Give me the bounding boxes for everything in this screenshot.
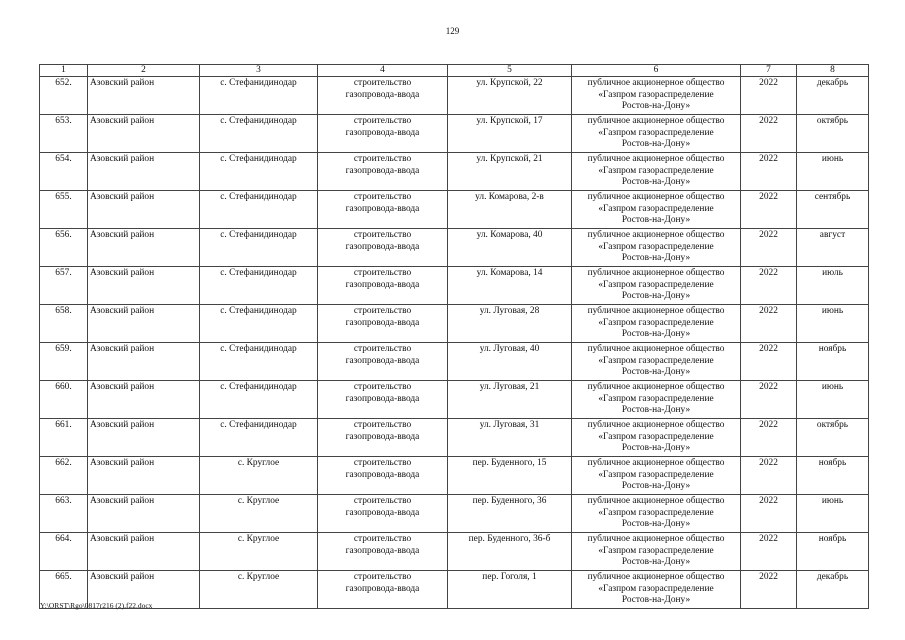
work-type-cell-text: строительство	[353, 344, 412, 354]
month-cell	[797, 381, 869, 419]
month-cell	[797, 343, 869, 381]
settlement-cell-text: с. Стефанидинодар	[220, 116, 297, 126]
month-cell-text: август	[819, 230, 846, 240]
work-type-cell-text: строительство	[353, 458, 412, 468]
work-type-cell-text: строительство	[353, 496, 412, 506]
row-number-cell-text: 662.	[55, 458, 72, 468]
organization-cell-text: «Газпром газораспределение	[598, 431, 714, 442]
district-cell-text: Азовский район	[90, 382, 155, 392]
address-cell-text: ул. Луговая, 28	[479, 306, 540, 316]
district-cell	[88, 419, 200, 457]
address-cell-text: ул. Крупской, 21	[476, 154, 543, 164]
table-row	[40, 343, 869, 381]
row-number-cell	[40, 495, 88, 533]
row-number-cell-text: 658.	[55, 306, 72, 316]
organization-cell-text: публичное акционерное общество	[587, 78, 725, 88]
row-number-cell-text: 654.	[55, 154, 72, 164]
settlement-cell-text: с. Стефанидинодар	[220, 268, 297, 278]
work-type-cell	[318, 115, 448, 153]
settlement-cell-text: с. Стефанидинодар	[220, 382, 297, 392]
organization-cell-text: публичное акционерное общество	[587, 534, 725, 544]
month-cell-text: ноябрь	[818, 458, 847, 468]
organization-cell-text: Ростов-на-Дону»	[621, 177, 691, 188]
organization-cell-text: Ростов-на-Дону»	[621, 253, 691, 264]
organization-cell-text: «Газпром газораспределение	[598, 127, 714, 138]
year-cell-text: 2022	[759, 572, 778, 582]
organization-cell-text: публичное акционерное общество	[587, 458, 725, 468]
organization-cell-text: публичное акционерное общество	[587, 116, 725, 126]
organization-cell	[572, 533, 741, 571]
organization-cell-text: Ростов-на-Дону»	[621, 557, 691, 568]
row-number-cell-text: 659.	[55, 344, 72, 354]
month-cell-text: июнь	[821, 306, 844, 316]
district-cell-text: Азовский район	[90, 78, 155, 88]
district-cell-text: Азовский район	[90, 458, 155, 468]
table-row	[40, 191, 869, 229]
year-cell	[741, 77, 797, 115]
row-number-cell	[40, 419, 88, 457]
organization-cell-text: Ростов-на-Дону»	[621, 291, 691, 302]
header-cell-5: 5	[448, 65, 572, 77]
month-cell-text: июль	[822, 268, 843, 278]
month-cell-text: сентябрь	[814, 192, 851, 202]
table-row	[40, 153, 869, 191]
address-cell	[448, 495, 572, 533]
settlement-cell	[200, 457, 318, 495]
organization-cell-text: «Газпром газораспределение	[598, 241, 714, 252]
year-cell-text: 2022	[759, 382, 778, 392]
table-row	[40, 381, 869, 419]
work-type-cell-text: строительство	[353, 534, 412, 544]
work-type-cell-text: строительство	[353, 192, 412, 202]
month-cell	[797, 419, 869, 457]
row-number-cell	[40, 153, 88, 191]
organization-cell	[572, 571, 741, 609]
row-number-cell	[40, 533, 88, 571]
settlement-cell-text: с. Стефанидинодар	[220, 420, 297, 430]
organization-cell	[572, 267, 741, 305]
row-number-cell-text: 657.	[55, 268, 72, 278]
work-type-cell	[318, 153, 448, 191]
year-cell-text: 2022	[759, 306, 778, 316]
work-type-cell-text: строительство	[353, 420, 412, 430]
row-number-cell	[40, 343, 88, 381]
year-cell-text: 2022	[759, 268, 778, 278]
month-cell-text: октябрь	[816, 420, 849, 430]
organization-cell-text: «Газпром газораспределение	[598, 355, 714, 366]
month-cell	[797, 153, 869, 191]
district-cell-text: Азовский район	[90, 192, 155, 202]
address-cell-text: пер. Буденного, 15	[472, 458, 547, 468]
month-cell	[797, 305, 869, 343]
month-cell	[797, 191, 869, 229]
district-cell-text: Азовский район	[90, 572, 155, 582]
address-cell	[448, 77, 572, 115]
district-cell	[88, 153, 200, 191]
work-type-cell-text: газопровода-ввода	[345, 127, 420, 138]
work-type-cell-text: строительство	[353, 154, 412, 164]
year-cell-text: 2022	[759, 458, 778, 468]
month-cell-text: декабрь	[816, 78, 849, 88]
address-cell	[448, 267, 572, 305]
work-type-cell-text: газопровода-ввода	[345, 355, 420, 366]
work-type-cell	[318, 305, 448, 343]
district-cell-text: Азовский район	[90, 534, 155, 544]
work-type-cell-text: газопровода-ввода	[345, 469, 420, 480]
address-cell	[448, 381, 572, 419]
month-cell	[797, 571, 869, 609]
organization-cell-text: «Газпром газораспределение	[598, 507, 714, 518]
table-row	[40, 457, 869, 495]
organization-cell-text: публичное акционерное общество	[587, 306, 725, 316]
work-type-cell-text: газопровода-ввода	[345, 431, 420, 442]
work-type-cell	[318, 381, 448, 419]
organization-cell-text: Ростов-на-Дону»	[621, 367, 691, 378]
work-type-cell-text: строительство	[353, 306, 412, 316]
header-cell-3: 3	[200, 65, 318, 77]
settlement-cell	[200, 267, 318, 305]
settlement-cell-text: с. Стефанидинодар	[220, 192, 297, 202]
district-cell	[88, 77, 200, 115]
settlement-cell-text: с. Стефанидинодар	[220, 344, 297, 354]
header-cell-2: 2	[88, 65, 200, 77]
year-cell	[741, 305, 797, 343]
page-number: 129	[445, 26, 460, 36]
work-type-cell-text: газопровода-ввода	[345, 583, 420, 594]
table-row	[40, 419, 869, 457]
settlement-cell	[200, 343, 318, 381]
settlement-cell-text: с. Круглое	[237, 458, 280, 468]
organization-cell-text: Ростов-на-Дону»	[621, 101, 691, 112]
organization-cell	[572, 229, 741, 267]
year-cell	[741, 457, 797, 495]
year-cell	[741, 571, 797, 609]
organization-cell-text: Ростов-на-Дону»	[621, 481, 691, 492]
work-type-cell	[318, 495, 448, 533]
district-cell	[88, 267, 200, 305]
row-number-cell	[40, 115, 88, 153]
work-type-cell-text: газопровода-ввода	[345, 279, 420, 290]
address-cell-text: ул. Луговая, 40	[479, 344, 540, 354]
year-cell-text: 2022	[759, 534, 778, 544]
organization-cell-text: Ростов-на-Дону»	[621, 443, 691, 454]
organization-cell-text: Ростов-на-Дону»	[621, 519, 691, 530]
year-cell	[741, 419, 797, 457]
month-cell	[797, 533, 869, 571]
district-cell	[88, 343, 200, 381]
month-cell-text: июнь	[821, 382, 844, 392]
district-cell	[88, 495, 200, 533]
address-cell	[448, 153, 572, 191]
address-cell-text: ул. Комарова, 2-в	[475, 192, 544, 202]
address-cell	[448, 115, 572, 153]
address-cell	[448, 229, 572, 267]
organization-cell-text: публичное акционерное общество	[587, 572, 725, 582]
table-row	[40, 571, 869, 609]
work-type-cell	[318, 191, 448, 229]
organization-cell	[572, 153, 741, 191]
organization-cell-text: Ростов-на-Дону»	[621, 595, 691, 606]
organization-cell	[572, 495, 741, 533]
work-type-cell	[318, 571, 448, 609]
work-type-cell-text: строительство	[353, 572, 412, 582]
year-cell-text: 2022	[759, 230, 778, 240]
organization-cell	[572, 419, 741, 457]
organization-cell-text: публичное акционерное общество	[587, 154, 725, 164]
settlement-cell-text: с. Стефанидинодар	[220, 230, 297, 240]
year-cell	[741, 533, 797, 571]
settlement-cell	[200, 381, 318, 419]
organization-cell-text: Ростов-на-Дону»	[621, 139, 691, 150]
district-cell	[88, 381, 200, 419]
settlement-cell	[200, 305, 318, 343]
year-cell-text: 2022	[759, 154, 778, 164]
organization-cell-text: публичное акционерное общество	[587, 420, 725, 430]
organization-cell	[572, 457, 741, 495]
settlement-cell-text: с. Стефанидинодар	[220, 306, 297, 316]
row-number-cell-text: 661.	[55, 420, 72, 430]
month-cell	[797, 267, 869, 305]
settlement-cell-text: с. Круглое	[237, 534, 280, 544]
address-cell-text: ул. Луговая, 21	[479, 382, 540, 392]
row-number-cell-text: 660.	[55, 382, 72, 392]
address-cell-text: ул. Луговая, 31	[479, 420, 540, 430]
organization-cell-text: публичное акционерное общество	[587, 344, 725, 354]
district-cell-text: Азовский район	[90, 268, 155, 278]
year-cell	[741, 229, 797, 267]
year-cell-text: 2022	[759, 344, 778, 354]
district-cell	[88, 457, 200, 495]
district-cell-text: Азовский район	[90, 496, 155, 506]
organization-cell-text: «Газпром газораспределение	[598, 469, 714, 480]
settlement-cell	[200, 495, 318, 533]
work-type-cell-text: строительство	[353, 230, 412, 240]
organization-cell-text: «Газпром газораспределение	[598, 89, 714, 100]
work-type-cell-text: газопровода-ввода	[345, 203, 420, 214]
organization-cell-text: «Газпром газораспределение	[598, 165, 714, 176]
organization-cell-text: публичное акционерное общество	[587, 230, 725, 240]
work-type-cell-text: газопровода-ввода	[345, 317, 420, 328]
row-number-cell	[40, 191, 88, 229]
year-cell-text: 2022	[759, 420, 778, 430]
organization-cell-text: публичное акционерное общество	[587, 496, 725, 506]
organization-cell-text: публичное акционерное общество	[587, 382, 725, 392]
work-type-cell	[318, 267, 448, 305]
organization-cell	[572, 381, 741, 419]
header-cell-7: 7	[741, 65, 797, 77]
organization-cell	[572, 343, 741, 381]
settlement-cell	[200, 533, 318, 571]
table-row	[40, 305, 869, 343]
organization-cell	[572, 305, 741, 343]
month-cell-text: декабрь	[816, 572, 849, 582]
address-cell-text: ул. Комарова, 40	[476, 230, 543, 240]
month-cell-text: октябрь	[816, 116, 849, 126]
year-cell	[741, 343, 797, 381]
gas-connection-table	[39, 64, 869, 609]
settlement-cell	[200, 229, 318, 267]
table-row	[40, 229, 869, 267]
district-cell-text: Азовский район	[90, 116, 155, 126]
address-cell	[448, 533, 572, 571]
district-cell-text: Азовский район	[90, 344, 155, 354]
work-type-cell-text: строительство	[353, 116, 412, 126]
settlement-cell	[200, 153, 318, 191]
address-cell	[448, 343, 572, 381]
address-cell-text: пер. Буденного, 36	[472, 496, 547, 506]
row-number-cell-text: 664.	[55, 534, 72, 544]
settlement-cell-text: с. Круглое	[237, 572, 280, 582]
month-cell-text: ноябрь	[818, 534, 847, 544]
work-type-cell-text: газопровода-ввода	[345, 165, 420, 176]
district-cell	[88, 115, 200, 153]
organization-cell	[572, 115, 741, 153]
header-cell-8: 8	[797, 65, 869, 77]
work-type-cell-text: газопровода-ввода	[345, 507, 420, 518]
district-cell-text: Азовский район	[90, 420, 155, 430]
month-cell-text: ноябрь	[818, 344, 847, 354]
year-cell	[741, 381, 797, 419]
row-number-cell	[40, 381, 88, 419]
settlement-cell	[200, 77, 318, 115]
organization-cell-text: «Газпром газораспределение	[598, 583, 714, 594]
settlement-cell-text: с. Стефанидинодар	[220, 154, 297, 164]
month-cell-text: июнь	[821, 154, 844, 164]
district-cell	[88, 191, 200, 229]
district-cell	[88, 305, 200, 343]
work-type-cell	[318, 419, 448, 457]
district-cell-text: Азовский район	[90, 154, 155, 164]
organization-cell-text: «Газпром газораспределение	[598, 279, 714, 290]
work-type-cell-text: газопровода-ввода	[345, 545, 420, 556]
address-cell	[448, 419, 572, 457]
month-cell-text: июнь	[821, 496, 844, 506]
table-row	[40, 495, 869, 533]
address-cell-text: ул. Комарова, 14	[476, 268, 543, 278]
month-cell	[797, 457, 869, 495]
header-cell-1: 1	[40, 65, 88, 77]
organization-cell	[572, 191, 741, 229]
table-row	[40, 267, 869, 305]
organization-cell-text: Ростов-на-Дону»	[621, 405, 691, 416]
address-cell	[448, 571, 572, 609]
row-number-cell-text: 655.	[55, 192, 72, 202]
year-cell	[741, 191, 797, 229]
work-type-cell	[318, 77, 448, 115]
organization-cell-text: публичное акционерное общество	[587, 192, 725, 202]
address-cell-text: пер. Гоголя, 1	[482, 572, 537, 582]
footer-file-path: Y:\ORST\Rgo\0817r216 (2).f22.docx	[40, 601, 153, 610]
work-type-cell-text: строительство	[353, 382, 412, 392]
settlement-cell	[200, 419, 318, 457]
organization-cell-text: Ростов-на-Дону»	[621, 215, 691, 226]
address-cell	[448, 305, 572, 343]
address-cell-text: пер. Буденного, 36-б	[468, 534, 551, 544]
year-cell	[741, 267, 797, 305]
organization-cell-text: «Газпром газораспределение	[598, 317, 714, 328]
district-cell-text: Азовский район	[90, 230, 155, 240]
row-number-cell	[40, 457, 88, 495]
address-cell-text: ул. Крупской, 22	[476, 78, 543, 88]
work-type-cell	[318, 533, 448, 571]
year-cell-text: 2022	[759, 116, 778, 126]
row-number-cell	[40, 229, 88, 267]
work-type-cell	[318, 343, 448, 381]
work-type-cell-text: строительство	[353, 268, 412, 278]
row-number-cell-text: 652.	[55, 78, 72, 88]
row-number-cell	[40, 305, 88, 343]
table-row	[40, 533, 869, 571]
row-number-cell	[40, 77, 88, 115]
work-type-cell-text: строительство	[353, 78, 412, 88]
year-cell	[741, 153, 797, 191]
organization-cell-text: «Газпром газораспределение	[598, 393, 714, 404]
district-cell	[88, 229, 200, 267]
row-number-cell	[40, 267, 88, 305]
row-number-cell-text: 656.	[55, 230, 72, 240]
organization-cell-text: «Газпром газораспределение	[598, 545, 714, 556]
settlement-cell	[200, 571, 318, 609]
settlement-cell	[200, 115, 318, 153]
work-type-cell-text: газопровода-ввода	[345, 241, 420, 252]
year-cell-text: 2022	[759, 192, 778, 202]
month-cell	[797, 229, 869, 267]
row-number-cell-text: 653.	[55, 116, 72, 126]
header-cell-4: 4	[318, 65, 448, 77]
month-cell	[797, 77, 869, 115]
organization-cell-text: публичное акционерное общество	[587, 268, 725, 278]
month-cell	[797, 495, 869, 533]
work-type-cell	[318, 457, 448, 495]
work-type-cell-text: газопровода-ввода	[345, 393, 420, 404]
year-cell	[741, 495, 797, 533]
district-cell-text: Азовский район	[90, 306, 155, 316]
table-row	[40, 115, 869, 153]
work-type-cell	[318, 229, 448, 267]
address-cell	[448, 457, 572, 495]
year-cell-text: 2022	[759, 78, 778, 88]
settlement-cell-text: с. Стефанидинодар	[220, 78, 297, 88]
organization-cell-text: Ростов-на-Дону»	[621, 329, 691, 340]
organization-cell	[572, 77, 741, 115]
table-header-row	[40, 65, 869, 77]
settlement-cell	[200, 191, 318, 229]
row-number-cell-text: 663.	[55, 496, 72, 506]
year-cell-text: 2022	[759, 496, 778, 506]
year-cell	[741, 115, 797, 153]
table-row	[40, 77, 869, 115]
settlement-cell-text: с. Круглое	[237, 496, 280, 506]
header-cell-6: 6	[572, 65, 741, 77]
address-cell-text: ул. Крупской, 17	[476, 116, 543, 126]
month-cell	[797, 115, 869, 153]
row-number-cell-text: 665.	[55, 572, 72, 582]
work-type-cell-text: газопровода-ввода	[345, 89, 420, 100]
address-cell	[448, 191, 572, 229]
district-cell	[88, 533, 200, 571]
organization-cell-text: «Газпром газораспределение	[598, 203, 714, 214]
